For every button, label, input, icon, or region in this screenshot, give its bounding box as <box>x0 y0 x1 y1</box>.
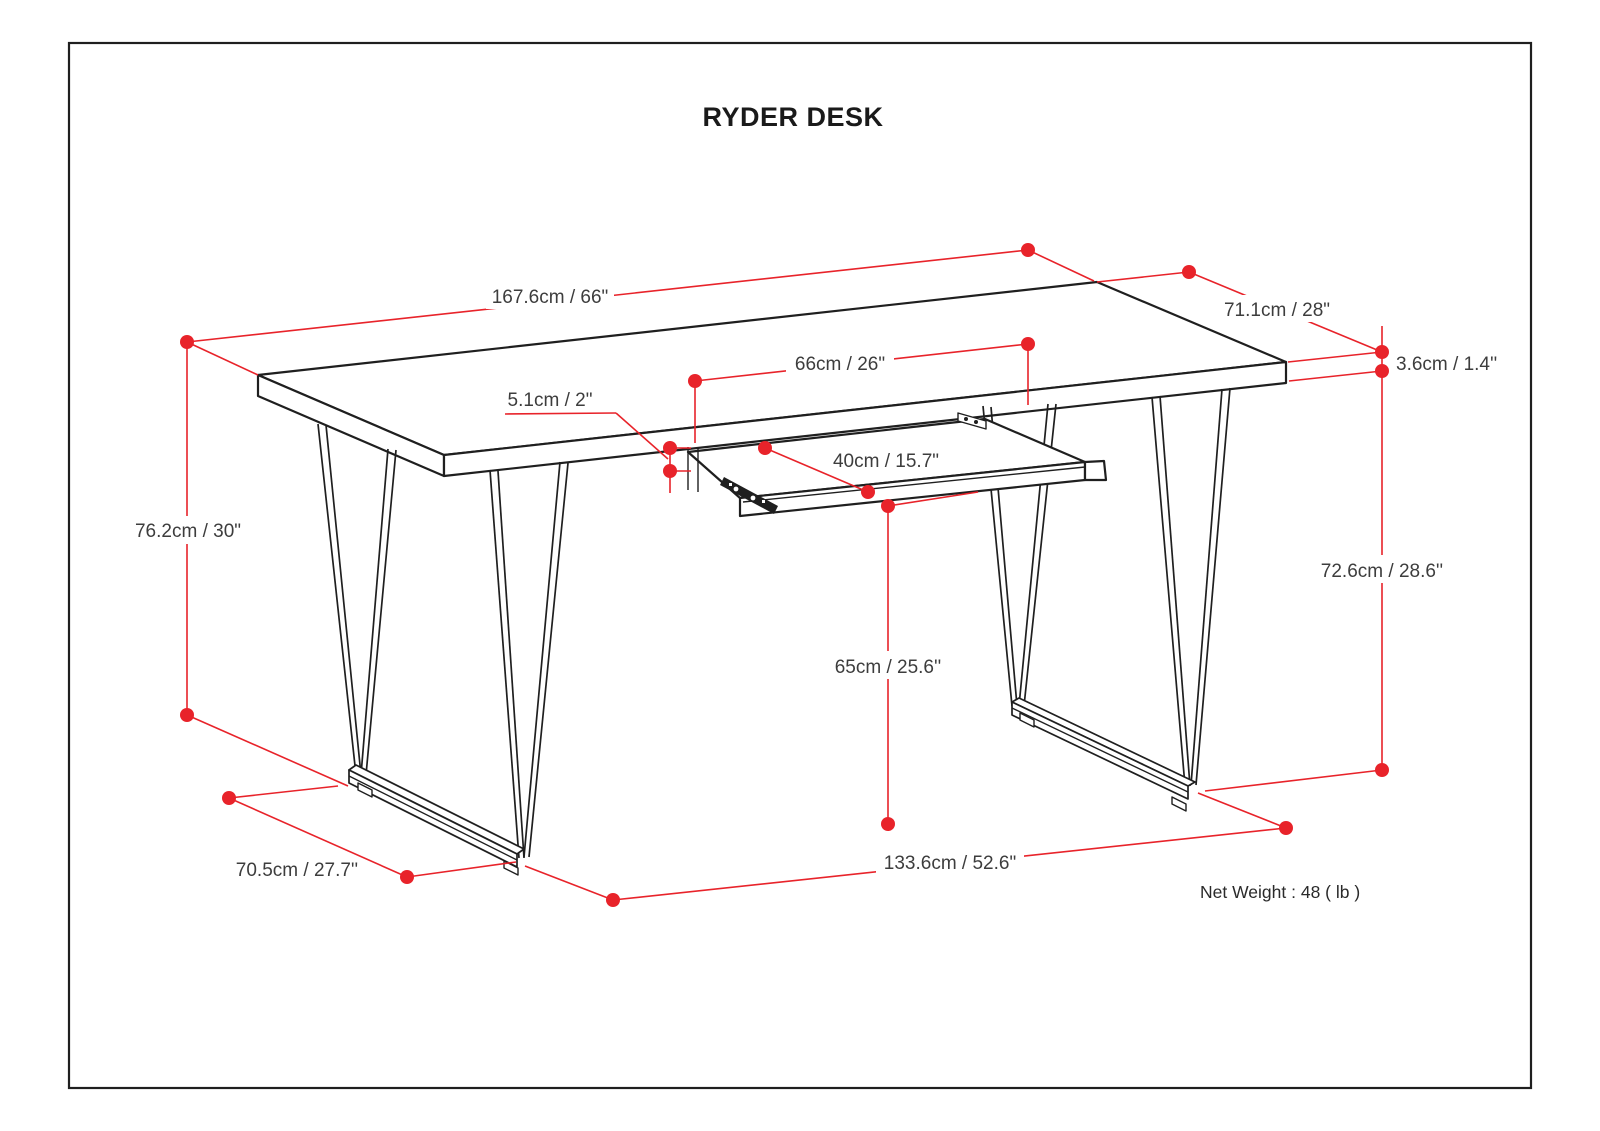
tray-clearance-label: 65cm / 25.6'' <box>834 657 942 678</box>
label-tray-depth <box>830 448 942 473</box>
left-back-leg <box>318 424 396 775</box>
label-depth <box>1213 295 1341 322</box>
leg-depth-label: 70.5cm / 27.7'' <box>235 860 359 881</box>
label-height <box>124 516 252 544</box>
page-border <box>69 43 1531 1088</box>
label-leg-depth <box>236 860 358 881</box>
height-label: 76.2cm / 30" <box>134 521 242 542</box>
desk-drawing <box>258 282 1286 875</box>
tray-gap-label: 5.1cm / 2" <box>507 390 593 411</box>
right-clearance-label: 72.6cm / 28.6'' <box>1320 561 1444 582</box>
label-tray-gap <box>508 390 593 411</box>
leg-span-label: 133.6cm / 52.6" <box>883 853 1017 874</box>
tray-depth-label: 40cm / 15.7" <box>832 451 940 472</box>
label-leg-span <box>876 847 1024 875</box>
diagram-title: RYDER DESK <box>702 102 884 132</box>
net-weight-note: Net Weight : 48 ( lb ) <box>1200 882 1361 902</box>
width-label: 167.6cm / 66" <box>491 287 609 308</box>
label-tray-opening-width <box>786 349 894 376</box>
right-leg-runner <box>1012 698 1195 811</box>
label-tray-clearance <box>826 651 950 679</box>
label-top-thickness <box>1396 354 1497 375</box>
left-front-leg <box>490 462 568 858</box>
tray-opening-width-label: 66cm / 26" <box>794 354 886 375</box>
top-thickness-label: 3.6cm / 1.4'' <box>1396 354 1498 375</box>
depth-label: 71.1cm / 28" <box>1223 300 1331 321</box>
left-leg-runner <box>349 765 524 875</box>
label-right-clearance <box>1313 555 1451 583</box>
label-width <box>486 282 614 309</box>
right-front-leg <box>1152 388 1230 786</box>
